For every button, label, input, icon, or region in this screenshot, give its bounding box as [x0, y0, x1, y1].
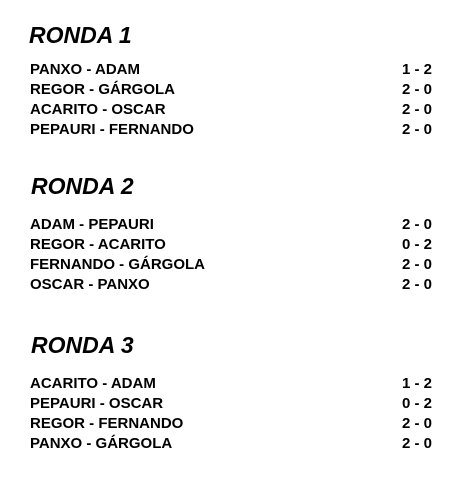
- match-score: 2 - 0: [401, 81, 432, 98]
- match-row: [30, 394, 432, 414]
- match-score: 0 - 2: [401, 236, 432, 253]
- match-teams: REGOR - ACARITO: [30, 236, 166, 253]
- match-row: [30, 255, 432, 275]
- match-score: 1 - 2: [401, 375, 432, 392]
- match-teams: FERNANDO - GÁRGOLA: [30, 256, 205, 273]
- match-score: 2 - 0: [401, 216, 432, 233]
- match-row: [30, 100, 432, 120]
- match-row: [30, 374, 432, 394]
- match-row: [30, 120, 432, 140]
- match-row: [30, 80, 432, 100]
- match-row: [30, 60, 432, 80]
- match-row: [30, 215, 432, 235]
- match-score: 2 - 0: [401, 121, 432, 138]
- match-row: [30, 235, 432, 255]
- round-title: RONDA 2: [31, 173, 134, 199]
- match-score: 0 - 2: [401, 395, 432, 412]
- match-teams: REGOR - FERNANDO: [30, 415, 184, 432]
- match-teams: ACARITO - OSCAR: [30, 101, 166, 118]
- match-teams: ACARITO - ADAM: [30, 375, 156, 392]
- match-teams: PANXO - GÁRGOLA: [30, 435, 173, 452]
- match-score: 2 - 0: [401, 276, 432, 293]
- match-score: 2 - 0: [401, 256, 432, 273]
- match-teams: REGOR - GÁRGOLA: [30, 81, 175, 98]
- match-row: [30, 275, 432, 295]
- match-score: 1 - 2: [401, 61, 432, 78]
- round-title: RONDA 3: [31, 332, 134, 358]
- match-score: 2 - 0: [401, 415, 432, 432]
- match-score: 2 - 0: [401, 435, 432, 452]
- match-teams: PEPAURI - OSCAR: [30, 395, 164, 412]
- match-row: [30, 434, 432, 454]
- match-score: 2 - 0: [401, 101, 432, 118]
- match-teams: PANXO - ADAM: [30, 61, 140, 78]
- match-teams: OSCAR - PANXO: [30, 276, 150, 293]
- match-teams: ADAM - PEPAURI: [30, 216, 154, 233]
- round-title: RONDA 1: [29, 22, 132, 48]
- match-row: [30, 414, 432, 434]
- match-teams: PEPAURI - FERNANDO: [30, 121, 194, 138]
